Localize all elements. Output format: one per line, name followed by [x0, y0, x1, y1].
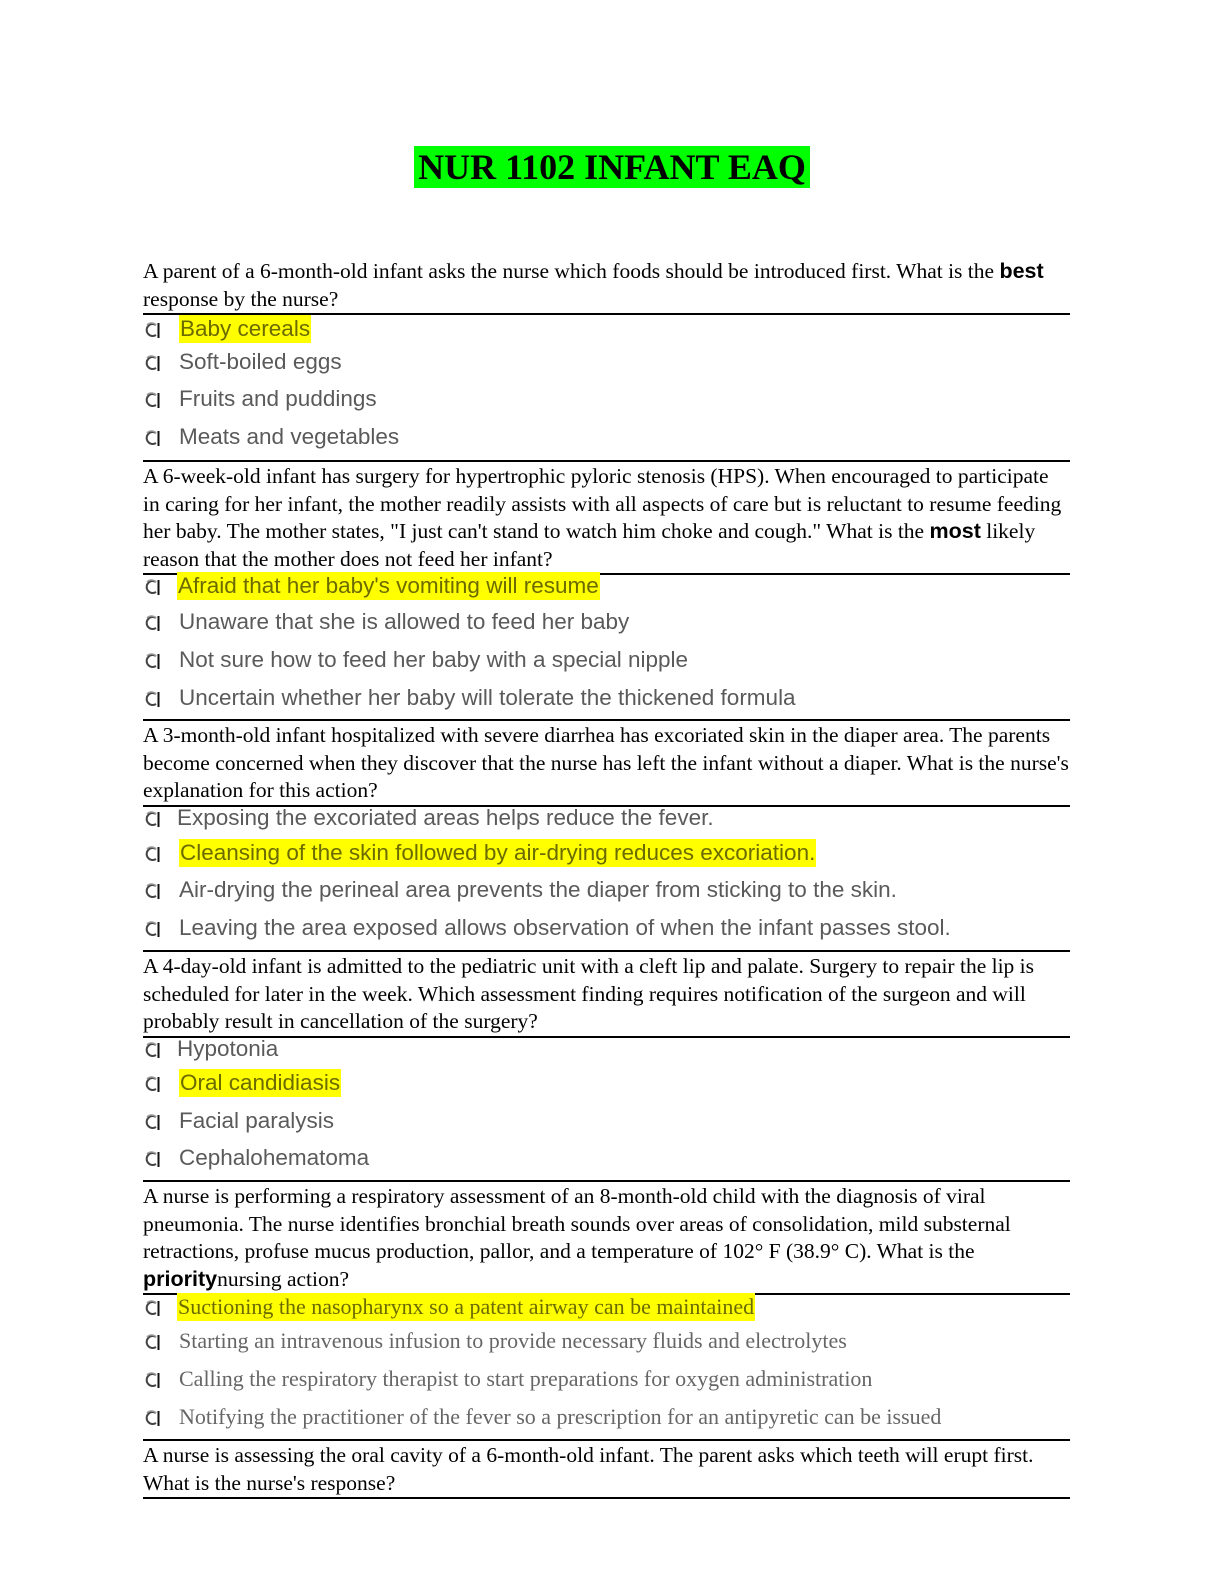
- divider: [143, 1439, 1070, 1441]
- option-label: Starting an intravenous infusion to provide necessary fluids and electrolytes: [179, 1328, 847, 1353]
- radio-button-icon[interactable]: [143, 919, 163, 939]
- radio-button-icon[interactable]: [143, 577, 163, 597]
- title-container: [0, 146, 1224, 188]
- option-label: Uncertain whether her baby will tolerate the thickened formula: [179, 685, 796, 710]
- question-1-stem: [143, 258, 1070, 315]
- stem-emphasis: best: [999, 259, 1044, 283]
- option-label: Unaware that she is allowed to feed her baby: [179, 609, 630, 634]
- q3-option-4[interactable]: [143, 913, 951, 943]
- option-label: Suctioning the nasopharynx so a patent airway can be maintained: [178, 1294, 755, 1319]
- option-label: Notifying the practitioner of the fever so a prescription for an antipyretic can be issued: [179, 1404, 942, 1429]
- question-2-stem: [143, 463, 1070, 575]
- radio-button-icon[interactable]: [143, 1370, 163, 1390]
- option-label: Air-drying the perineal area prevents the diaper from sticking to the skin.: [179, 877, 897, 902]
- radio-button-icon[interactable]: [143, 428, 163, 448]
- q1-option-2[interactable]: [143, 347, 342, 377]
- radio-button-icon[interactable]: [143, 1149, 163, 1169]
- stem-text: A parent of a 6-month-old infant asks the nurse which foods should be introduced first. What is the: [143, 259, 1000, 283]
- radio-button-icon[interactable]: [143, 1332, 163, 1352]
- option-label: Meats and vegetables: [179, 424, 400, 449]
- divider: [143, 719, 1070, 721]
- stem-text: likely reason that the mother does not feed her infant?: [143, 519, 1036, 571]
- q1-option-3[interactable]: [143, 384, 377, 414]
- option-label: Afraid that her baby's vomiting will resume: [178, 573, 599, 598]
- option-label: Oral candidiasis: [180, 1070, 341, 1095]
- divider: [143, 950, 1070, 952]
- q2-option-2[interactable]: [143, 607, 629, 637]
- option-label: Leaving the area exposed allows observation of when the infant passes stool.: [179, 915, 951, 940]
- divider: [143, 1180, 1070, 1182]
- radio-button-icon[interactable]: [143, 353, 163, 373]
- q5-option-3[interactable]: [143, 1364, 872, 1394]
- radio-button-icon[interactable]: [143, 881, 163, 901]
- radio-button-icon[interactable]: [143, 1074, 163, 1094]
- radio-button-icon[interactable]: [143, 1112, 163, 1132]
- option-label: Fruits and puddings: [179, 386, 377, 411]
- page-title: NUR 1102 INFANT EAQ: [414, 146, 810, 188]
- option-label: Cleansing of the skin followed by air-drying reduces excoriation.: [180, 840, 816, 865]
- q2-option-3[interactable]: [143, 645, 688, 675]
- radio-button-icon[interactable]: [143, 844, 163, 864]
- q5-option-2[interactable]: [143, 1326, 847, 1356]
- radio-button-icon[interactable]: [143, 1040, 163, 1060]
- option-label: Cephalohematoma: [179, 1145, 370, 1170]
- q4-option-2[interactable]: [143, 1068, 341, 1098]
- radio-button-icon[interactable]: [143, 1408, 163, 1428]
- option-label: Soft-boiled eggs: [179, 349, 342, 374]
- question-3-stem: A 3-month-old infant hospitalized with severe diarrhea has excoriated skin in the diaper area. The parents become concerned when they discover that the nurse has left the infant without a diaper. What is the nurse's explanation for this action?: [143, 722, 1070, 807]
- stem-text: nursing action?: [217, 1266, 350, 1291]
- q4-option-3[interactable]: [143, 1106, 334, 1136]
- q2-option-4[interactable]: [143, 683, 796, 713]
- stem-emphasis: most: [929, 519, 981, 543]
- q2-option-1[interactable]: [143, 571, 600, 601]
- option-label: Exposing the excoriated areas helps reduce the fever.: [177, 805, 714, 830]
- option-label: Baby cereals: [180, 316, 311, 341]
- radio-button-icon[interactable]: [143, 390, 163, 410]
- radio-button-icon[interactable]: [143, 809, 163, 829]
- q3-option-3[interactable]: [143, 875, 897, 905]
- q1-option-1[interactable]: [143, 314, 311, 344]
- radio-button-icon[interactable]: [143, 613, 163, 633]
- radio-button-icon[interactable]: [143, 651, 163, 671]
- q5-option-4[interactable]: [143, 1402, 941, 1432]
- q4-option-1[interactable]: [143, 1034, 278, 1064]
- option-label: Facial paralysis: [179, 1108, 335, 1133]
- divider: [143, 460, 1070, 462]
- option-label: Hypotonia: [177, 1036, 279, 1061]
- q4-option-4[interactable]: [143, 1143, 369, 1173]
- stem-text: A 6-week-old infant has surgery for hypertrophic pyloric stenosis (HPS). When encouraged to participate in caring for her infant, the mother readily assists with all aspects of care but is reluctant to resume feeding her baby. The mother states, "I just can't stand to watch him choke and cough." What is the: [143, 464, 1062, 543]
- question-5-stem: [143, 1183, 1070, 1295]
- question-6-stem: A nurse is assessing the oral cavity of a 6-month-old infant. The parent asks which teeth will erupt first. What is the nurse's response?: [143, 1442, 1070, 1499]
- q1-option-4[interactable]: [143, 422, 399, 452]
- q3-option-1[interactable]: [143, 803, 714, 833]
- q3-option-2[interactable]: [143, 838, 816, 868]
- q5-option-1[interactable]: [143, 1292, 755, 1322]
- stem-text: response by the nurse?: [143, 286, 339, 311]
- option-label: Calling the respiratory therapist to start preparations for oxygen administration: [179, 1366, 873, 1391]
- question-4-stem: A 4-day-old infant is admitted to the pediatric unit with a cleft lip and palate. Surgery to repair the lip is scheduled for later in the week. Which assessment finding requires notification of the surgeon and will probably result in cancellation of the surgery?: [143, 953, 1070, 1038]
- radio-button-icon[interactable]: [143, 320, 163, 340]
- option-label: Not sure how to feed her baby with a special nipple: [179, 647, 689, 672]
- stem-text: A nurse is performing a respiratory assessment of an 8-month-old child with the diagnosis of viral pneumonia. The nurse identifies bronchial breath sounds over areas of consolidation, mild substernal retractions, profuse mucus production, pallor, and a temperature of 102° F (38.9° C). What is the: [143, 1184, 1011, 1263]
- radio-button-icon[interactable]: [143, 1298, 163, 1318]
- stem-emphasis: priority: [143, 1266, 218, 1291]
- radio-button-icon[interactable]: [143, 689, 163, 709]
